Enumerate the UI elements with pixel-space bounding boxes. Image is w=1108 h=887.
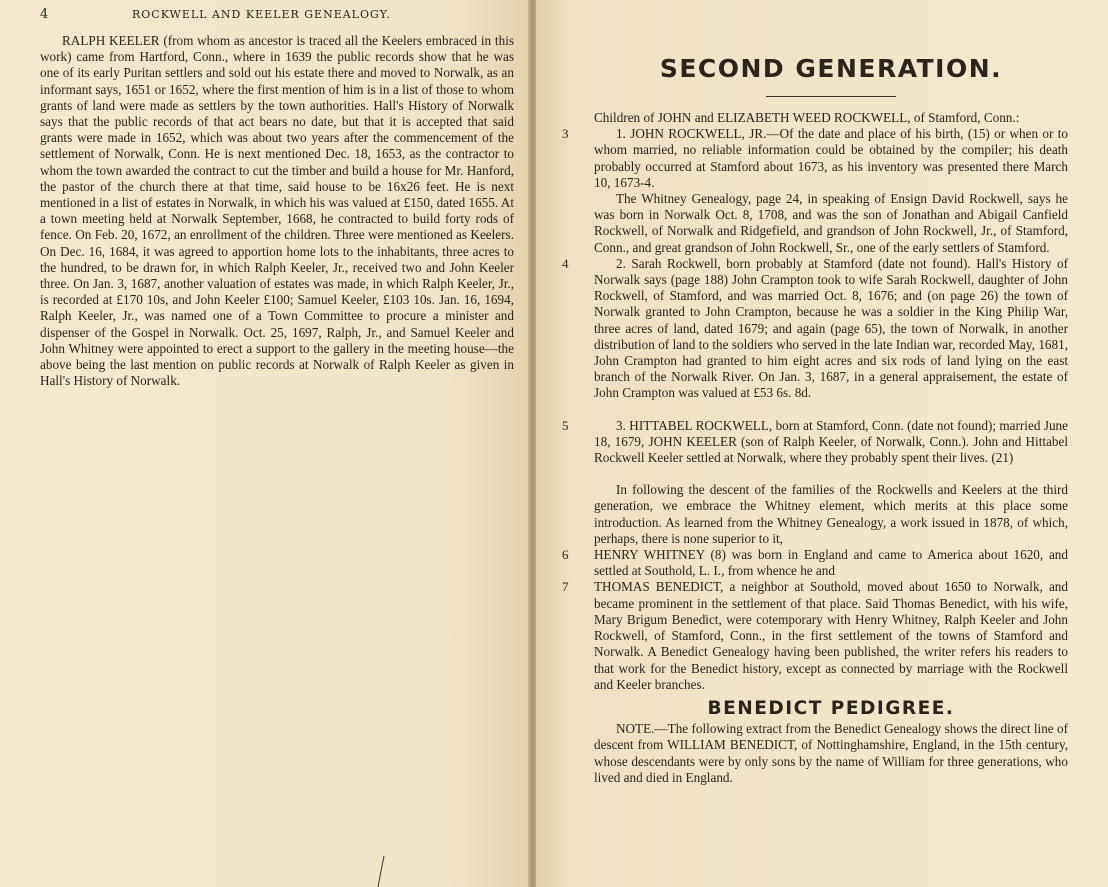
page-number: 4 [40,7,50,22]
right-page [536,0,1108,887]
right-body-text [562,110,1068,786]
heading-rule [766,96,896,97]
entry-henry-whitney: 6 HENRY WHITNEY (8) was born in England and came to America about 1620, and settled at Southold, L. I., from whence he and [562,547,1068,579]
running-head [40,8,510,24]
margin-number: 4 [562,255,569,271]
page-crease-mark [372,856,392,887]
entry-sarah-rockwell: 4 2. Sarah Rockwell, born probably at Stamford (date not found). Hall's History of Norwalk says (page 188) John Crampton took to wife Sarah Rockwell, daughter of John Rockwell, of Stamford, and was married Oct. 8, 1676; and (on page 26) the town of Norwalk granted to John Crampton, because he was a soldier in the King Philip War, three acres of land, dated 1679; and again (page 65), the town of Norwalk, in another distribution of land to the soldiers who served in the late Indian war, recorded May, 1681, John Crampton had granted to him eight acres and six rods of land lying on the east branch of the Norwalk River. On Jan. 3, 1687, in a general appraisement, the estate of John Crampton was valued at £53 6s. 8d. [562,255,1068,401]
entry-whitney-genealogy-note: The Whitney Genealogy, page 24, in speaking of Ensign David Rockwell, says he was born in Norwalk Oct. 8, 1708, and was the son of Jonathan and Abigail Canfield Rockwell, of Norwalk and Ridgefield, and grandson of John Rockwell, Jr., of Stamford, Conn., and great grandson of John Rockwell, Sr., one of the early settlers of Stamford. [594,191,1068,255]
running-head-title: ROCKWELL AND KEELER GENEALOGY. [132,8,391,21]
children-intro: Children of JOHN and ELIZABETH WEED ROCKWELL, of Stamford, Conn.: [594,110,1020,125]
benedict-note: NOTE.—The following extract from the Benedict Genealogy shows the direct line of descent from WILLIAM BENEDICT, of Nottinghamshire, England, in the 15th century, whose descendants were by only sons by the name of William for three generations, who lived and died in England. [594,721,1068,785]
margin-number: 3 [562,126,569,142]
benedict-pedigree-heading: BENEDICT PEDIGREE. [707,697,955,719]
whitney-introduction: In following the descent of the families of the Rockwells and Keelers at the third generation, we embrace the Whitney element, which merits at this place some introduction. As learned from the Whitney Genealogy, a work issued in 1878, of which, perhaps, there is none superior to it, [594,482,1068,546]
left-body-text [40,33,514,389]
left-page [0,0,530,887]
margin-number: 7 [562,579,569,595]
entry-hittabel-rockwell: 5 3. HITTABEL ROCKWELL, born at Stamford, Conn. (date not found); married June 18, 1679, JOHN KEELER (son of Ralph Keeler, of Norwalk, Conn.). John and Hittabel Rockwell Keeler settled at Norwalk, where they probably spent their lives. (21) [562,417,1068,466]
margin-number: 6 [562,547,569,563]
entry-thomas-benedict: 7 THOMAS BENEDICT, a neighbor at Southold, moved about 1650 to Norwalk, and became prominent in the settlement of that place. Said Thomas Benedict, with his wife, Mary Brigum Benedict, were cotemporary with Henry Whitney, Ralph Keeler and John Rockwell, of Stamford, Conn., in the first settlement of the towns of Stamford and Norwalk. A Benedict Genealogy having been published, the writer refers his readers to that work for the Benedict history, except as connected by marriage with the Rockwell and Keeler branches. [562,579,1068,692]
ralph-keeler-paragraph: RALPH KEELER (from whom as ancestor is traced all the Keelers embraced in this work) came from Hartford, Conn., where in 1639 the public records show that he was one of its early Puritan settlers and sold out his estate there and moved to Norwalk, as an informant says, 1651 or 1652, where the first mention of him is in a list of those to whom grants of land were made as settlers by the town authorities. Hall's History of Norwalk says that the public records of that act bears no date, but that it is accepted that said grants were made in 1652, which was about two years after the commencement of the settlement of Norwalk, Conn. He is next mentioned Dec. 18, 1653, as the contractor to whom the town awarded the contract to cut the timber and build a house for Mr. Hanford, the pastor of the church there at that time, said house to be 16x26 feet. He is next mentioned in a list of estates in Norwalk, in which his was valued at £150, dated 1655. At a town meeting held at Norwalk September, 1668, he contracted to build forty rods of fence. On Feb. 20, 1672, an enrollment of the children. Three were mentioned as Keelers. On Dec. 16, 1684, it was agreed to apportion home lots to the inhabitants, three acres to the hundred, to be drawn for, in which Ralph Keeler, Jr., received two and John Keeler three. On Jan. 3, 1687, another valuation of estates was made, in which Ralph Keeler, Jr., is recorded at £170 10s, and John Keeler £100; Samuel Keeler, £103 10s. Jan. 16, 1694, Ralph Keeler, Jr., was named one of a Town Committee to procure a minister and dispenser of the Gospel in Norwalk. Oct. 25, 1697, Ralph, Jr., and Samuel Keeler and John Whitney were appointed to erect a support to the gallery in the meeting house—the above being the last mention on public records at Norwalk of Ralph Keeler as given in Hall's History of Norwalk. [40,33,514,389]
section-heading: SECOND GENERATION. [659,54,1003,83]
entry-john-rockwell-jr: 3 1. JOHN ROCKWELL, JR.—Of the date and place of his birth, (15) or when or to whom married, no reliable information could be obtained by the compiler; his death probably occurred at Stamford about 1673, as his inventory was presented there March 10, 1673-4. [562,126,1068,190]
margin-number: 5 [562,417,569,433]
